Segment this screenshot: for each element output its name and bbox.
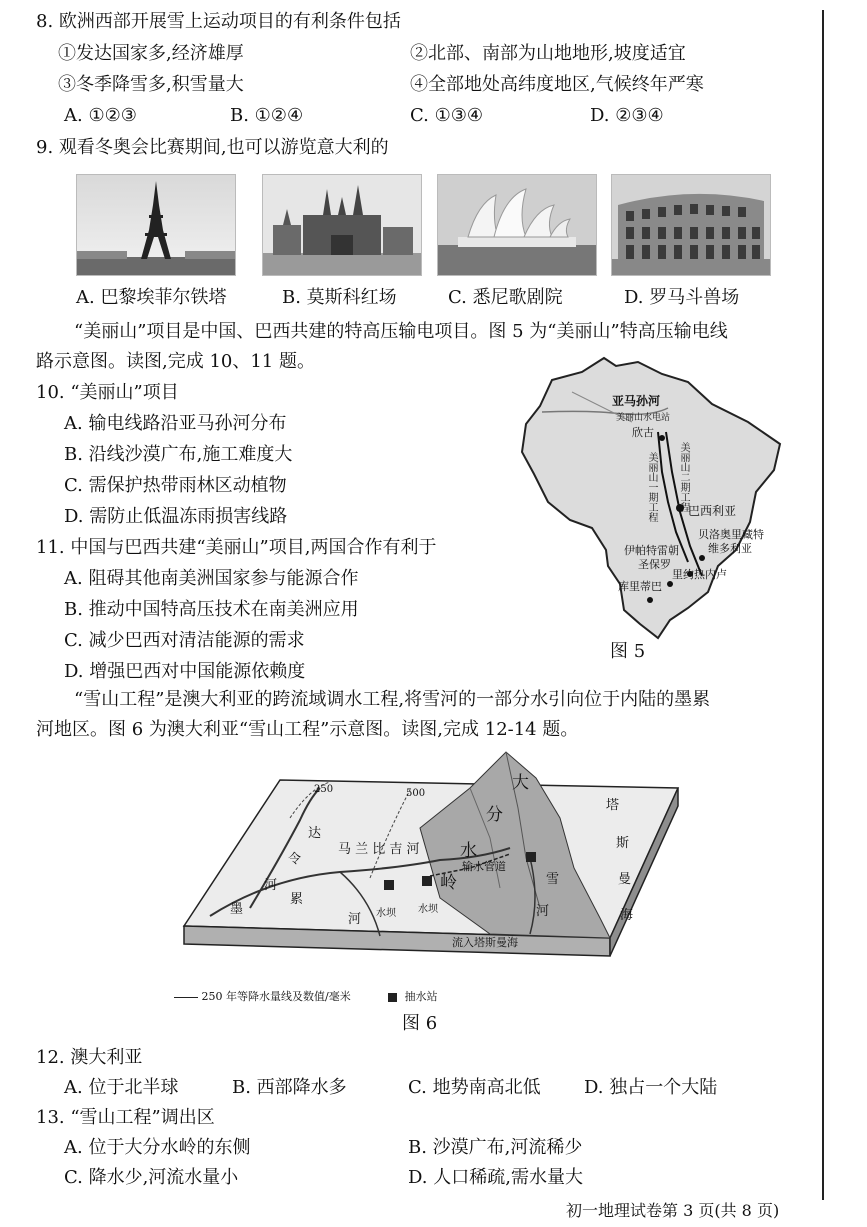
murray-char-2: 累 (290, 892, 304, 907)
tasman-sea-char-3: 曼 (618, 872, 632, 887)
q11-option-c: C. 减少巴西对清洁能源的需求 (64, 630, 305, 651)
q11-stem: 11. 中国与巴西共建“美丽山”项目,两国合作有利于 (36, 537, 437, 558)
q10-stem: 10. “美丽山”项目 (36, 382, 179, 403)
line-phase-1-label: 美丽山一期工程 (646, 452, 657, 522)
margin-line (822, 10, 824, 1200)
intro-1-line-1: “美丽山”项目是中国、巴西共建的特高压输电项目。图 5 为“美丽山”特高压输电线 (74, 321, 728, 342)
figure-6-snowy-mountains-diagram (170, 748, 730, 1018)
pump-station-icon (388, 993, 397, 1002)
great-dividing-range-char-2: 分 (486, 805, 503, 825)
q12-option-d: D. 独占一个大陆 (584, 1077, 718, 1098)
snowy-river-char-2: 河 (536, 904, 550, 919)
isohyet-500-label: 500 (406, 788, 426, 799)
sydney-opera-house-photo (437, 174, 597, 276)
murray-char-1: 墨 (230, 902, 244, 917)
q9-option-c: C. 悉尼歌剧院 (448, 287, 563, 308)
q13-option-a: A. 位于大分水岭的东侧 (64, 1137, 251, 1158)
q8-item-2: ②北部、南部为山地地形,坡度适宜 (410, 43, 686, 64)
great-dividing-range-char-4: 岭 (440, 873, 457, 893)
darling-char-1: 达 (308, 826, 322, 841)
page-footer: 初一地理试卷第 3 页(共 8 页) (566, 1201, 780, 1220)
figure-5-brazil-map (512, 352, 792, 642)
dam-label-2: 水坝 (418, 904, 438, 915)
outlet-label: 流入塔斯曼海 (452, 936, 518, 949)
q8-item-4: ④全部地处高纬度地区,气候终年严寒 (410, 74, 704, 95)
q8-option-b: B. ①②④ (230, 105, 304, 126)
isohyet-250-label: 250 (314, 784, 334, 795)
q11-option-d: D. 增强巴西对中国能源依赖度 (64, 661, 306, 682)
brasilia-label: 巴西利亚 (688, 504, 737, 518)
belo-horizonte-label: 贝洛奥里藏特 (698, 528, 764, 541)
darling-char-2: 令 (288, 852, 302, 867)
xingu-label: 欣古 (632, 426, 654, 439)
q8-option-d: D. ②③④ (590, 105, 664, 126)
tasman-sea-char-1: 塔 (606, 798, 620, 813)
eiffel-tower-photo (76, 174, 236, 276)
figure-6-caption: 图 6 (402, 1013, 438, 1034)
q8-stem: 8. 欧洲西部开展雪上运动项目的有利条件包括 (36, 11, 401, 32)
q8-option-a: A. ①②③ (64, 105, 137, 126)
q9-stem: 9. 观看冬奥会比赛期间,也可以游览意大利的 (36, 137, 389, 158)
q13-stem: 13. “雪山工程”调出区 (36, 1107, 215, 1128)
q8-item-3: ③冬季降雪多,积雪量大 (58, 74, 244, 95)
intro-2-line-2: 河地区。图 6 为澳大利亚“雪山工程”示意图。读图,完成 12-14 题。 (36, 719, 579, 740)
q10-option-c: C. 需保护热带雨林区动植物 (64, 475, 287, 496)
colosseum-photo (611, 174, 771, 276)
q12-option-b: B. 西部降水多 (232, 1077, 347, 1098)
sao-paulo-label: 圣保罗 (638, 558, 671, 571)
line-phase-2-label: 美丽山二期工程 (678, 442, 689, 512)
tasman-sea-char-4: 海 (620, 908, 634, 923)
intro-2-line-1: “雪山工程”是澳大利亚的跨流域调水工程,将雪河的一部分水引向位于内陆的墨累 (74, 689, 711, 710)
q10-option-b: B. 沿线沙漠广布,施工难度大 (64, 444, 293, 465)
q12-option-c: C. 地势南高北低 (408, 1077, 541, 1098)
amazon-river-label: 亚马孙河 (612, 394, 661, 408)
intro-1-line-2: 路示意图。读图,完成 10、11 题。 (36, 351, 315, 372)
q9-option-b: B. 莫斯科红场 (282, 287, 397, 308)
q8-option-c: C. ①③④ (410, 105, 483, 126)
belo-monte-station-label: 美丽山水电站 (616, 413, 671, 423)
q9-option-d: D. 罗马斗兽场 (624, 287, 740, 308)
dam-label-1: 水坝 (376, 908, 396, 919)
snowy-river-char-1: 雪 (546, 872, 560, 887)
q11-option-b: B. 推动中国特高压技术在南美洲应用 (64, 599, 359, 620)
murrumbidgee-label: 马 兰 比 吉 河 (338, 842, 420, 857)
rio-label: 里约热内卢 (672, 568, 727, 581)
q13-option-d: D. 人口稀疏,需水量大 (408, 1167, 583, 1188)
q8-item-1: ①发达国家多,经济雄厚 (58, 43, 244, 64)
q12-stem: 12. 澳大利亚 (36, 1047, 143, 1068)
q12-option-a: A. 位于北半球 (64, 1077, 179, 1098)
murray-char-3: 河 (348, 912, 362, 927)
tunnel-label: 输水管道 (462, 860, 506, 873)
q10-option-d: D. 需防止低温冻雨损害线路 (64, 506, 288, 527)
red-square-photo (262, 174, 422, 276)
vitoria-label: 维多利亚 (708, 542, 752, 555)
great-dividing-range-char-3: 水 (460, 841, 477, 861)
great-dividing-range-char-1: 大 (512, 773, 529, 793)
q13-option-c: C. 降水少,河流水量小 (64, 1167, 239, 1188)
tasman-sea-char-2: 斯 (616, 836, 630, 851)
figure-5-caption: 图 5 (610, 641, 646, 662)
q10-option-a: A. 输电线路沿亚马孙河分布 (64, 413, 287, 434)
q13-option-b: B. 沙漠广布,河流稀少 (408, 1137, 583, 1158)
legend-isohyet: 250 年等降水量线及数值/毫米 (174, 988, 351, 1004)
q11-option-a: A. 阻碍其他南美洲国家参与能源合作 (64, 568, 359, 589)
darling-char-3: 河 (264, 878, 278, 893)
curitiba-label: 库里蒂巴 (618, 580, 662, 593)
legend-pump-station: 抽水站 (388, 988, 438, 1004)
itaipu-label: 伊帕特雷朝 (624, 544, 679, 557)
q9-option-a: A. 巴黎埃菲尔铁塔 (76, 287, 227, 308)
